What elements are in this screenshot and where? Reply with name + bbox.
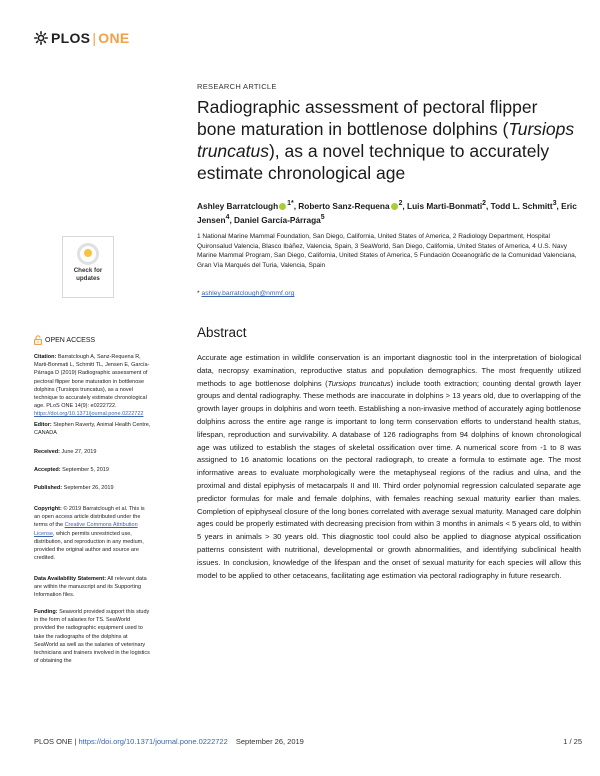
- author-4: , Todd L. Schmitt: [486, 200, 553, 211]
- check-updates-icon: [77, 243, 99, 265]
- editor-block: [34, 421, 152, 437]
- accepted-label: Accepted:: [34, 467, 61, 473]
- received-date: June 27, 2019: [61, 449, 97, 455]
- orcid-icon[interactable]: [279, 203, 286, 210]
- email-asterisk: *: [197, 290, 200, 297]
- data-availability-label: Data Availability Statement:: [34, 576, 107, 582]
- author-3: , Luis Marti-Bonmati: [402, 200, 483, 211]
- title-part-1: Radiographic assessment of pectoral flipper bone maturation in bottlenose dolphins (: [197, 97, 538, 139]
- copyright-block: [34, 505, 152, 562]
- author-4-affil: 3: [552, 200, 557, 207]
- plos-one-logo: [34, 30, 130, 46]
- email-link[interactable]: ashley.barratclough@nmmf.org: [201, 290, 295, 297]
- page-number: 1 / 25: [563, 737, 582, 746]
- open-access-label: [34, 335, 95, 345]
- copyright-text-2: , which permits unrestricted use, distribution, and reproduction in any medium, provided the original author and source are credited.: [34, 530, 144, 562]
- article-title: [197, 96, 577, 184]
- author-5-affil: 4: [225, 213, 230, 221]
- abstract-text-2: ) include tooth extraction; counting dental growth layer groups and dental radiography. These methods are inaccurate in dolphins > 13 years old, due to overlapping of the growth layer groups in dolphins and worn teeth. Establishing a non-invasive method of accurately aging bottlenose dolphins across the entire age range is important to long term conservation efforts to understand health status, lifespan, reproduction and survivability. A database of 126 radiographs from 94 dolphins of known chronological age was utilized to establish the stages of skeletal ossification over time. A numerical score from -1 to 8 was assigned to 16 anatomic locations on the pectoral radiograph, to create a formula to estimate age. The most informative areas to evaluate morphologically were the metaphyseal regions of the radius and ulna, and the proximal and distal epiphysis of metacarpals II and III. Third order polynomial regression calculated separate age predictor formulas for male and female dolphins, with females reaching sexual maturity earlier than males. Completion of epiphyseal closure of the long bones correlated with average sexual maturity. Managed care dolphin ages could be properly estimated with decreasing precision from within 3 months in animals < 5 years old, to within 5 years in animals > 30 years old. This diagnostic tool could also be applied to diagnose atypical ossification patterns consistent with nutritional, developmental or growth abnormalities, and identifying subclinical health issues. In conclusion, knowledge of the lifespan and the onset of sexual maturity for each species will allow this model to be applied to other cetaceans, facilitating age estimation via pectoral radiography in future research.: [197, 378, 581, 580]
- editor-label: Editor:: [34, 422, 52, 428]
- author-1-affil: 1*: [287, 200, 294, 207]
- orcid-icon[interactable]: [391, 203, 398, 210]
- funding-text: Seaworld provided support this study in the form of salaries for TS. SeaWorld provided the radiographic equipment used to take the radiographs of the dolphins at SeaWorld as well as the salaries of veterinary technicians and trainers involved in the logistics of obtaining the: [34, 609, 150, 665]
- check-updates-line-1: Check for: [73, 267, 103, 274]
- footer-date: September 26, 2019: [235, 737, 304, 746]
- accepted-block: [34, 466, 152, 474]
- abstract-text-1: Accurate age estimation in wildlife conservation is an important diagnostic tool in the interpretation of biological data, necropsy examination, reproductive status and population demographics. The most frequently utilized methods to age bottlenose dolphins (: [197, 353, 581, 388]
- citation-label: Citation:: [34, 354, 57, 360]
- footer-separator: |: [72, 737, 79, 746]
- author-3-affil: 2: [482, 200, 487, 207]
- open-access-text: OPEN ACCESS: [45, 336, 96, 344]
- title-part-2: ), as a novel technique to accurately estimate chronological age: [197, 141, 550, 183]
- data-availability-text: All relevant data are within the manuscript and its Supporting Information files.: [34, 576, 147, 599]
- accepted-date: September 5, 2019: [62, 467, 109, 473]
- author-6: , Daniel García-Párraga: [229, 214, 321, 225]
- license-link[interactable]: Creative Commons Attribution License: [34, 522, 138, 537]
- open-lock-icon: [34, 335, 42, 345]
- author-5: , Eric Jensen: [197, 200, 577, 225]
- published-label: Published:: [34, 485, 63, 491]
- citation-text: Barratclough A, Sanz-Requena R, Marti-Bonmati L, Schmitt TL, Jensen E, García-Párraga D (2019) Radiographic assessment of pectoral flipper bone maturation in bottlenose dolphins (Tursiops truncatus), as a novel technique to accurately estimate chronological age. PLoS ONE 14(9): e0222722.: [34, 354, 150, 410]
- abstract-heading: Abstract: [197, 325, 247, 340]
- copyright-text-1: © 2019 Barratclough et al. This is an open access article distributed under the terms of the: [34, 506, 145, 529]
- check-for-updates-badge[interactable]: [62, 236, 114, 298]
- logo-plos-text: PLOS: [51, 30, 91, 46]
- received-block: [34, 448, 152, 456]
- footer-journal: PLOS ONE: [34, 737, 73, 746]
- editor-text: Stephen Raverty, Animal Health Centre, CANADA: [34, 422, 151, 437]
- published-block: [34, 484, 152, 492]
- title-species-italic: Tursiops truncatus: [197, 119, 575, 161]
- page-footer: [34, 737, 582, 746]
- copyright-label: Copyright:: [34, 506, 62, 512]
- author-2-affil: 2: [398, 200, 403, 207]
- footer-citation: [34, 737, 304, 746]
- received-label: Received:: [34, 449, 60, 455]
- data-availability-block: [34, 575, 152, 600]
- funding-label: Funding:: [34, 609, 58, 615]
- funding-block: [34, 608, 152, 665]
- citation-doi-link[interactable]: https://doi.org/10.1371/journal.pone.0222722: [34, 411, 144, 418]
- author-list: [197, 198, 582, 226]
- citation-block: [34, 353, 152, 419]
- author-1: Ashley Barratclough: [197, 200, 279, 211]
- author-2: , Roberto Sanz-Requena: [293, 200, 390, 211]
- logo-separator: |: [92, 30, 97, 46]
- logo-one-text: ONE: [98, 30, 130, 46]
- published-date: September 26, 2019: [63, 485, 114, 491]
- plos-sun-icon: [34, 31, 48, 45]
- abstract-species-italic: Tursiops truncatus: [327, 378, 391, 388]
- article-type-label: RESEARCH ARTICLE: [197, 82, 277, 91]
- abstract-body: [197, 352, 581, 582]
- affiliations: 1 National Marine Mammal Foundation, San Diego, California, United States of America, 2 Radiology Department, Hospital Quironsalud Valencia, Blasco Ibáñez, Valencia, Spain, 3 SeaWorld, San Diego, California, United States of America, 4 U.S. Navy Marine Mammal Program, San Diego, California, United States of America, 5 Fundación Oceanogràfic de la Comunidad Valenciana, Gran Vía Marqués del Turia, Valencia, Spain: [197, 233, 577, 269]
- author-6-affil: 5: [320, 213, 325, 221]
- footer-doi-link[interactable]: https://doi.org/10.1371/journal.pone.0222722: [78, 737, 228, 746]
- corresponding-email: [197, 290, 294, 297]
- check-updates-line-2: updates: [76, 274, 100, 282]
